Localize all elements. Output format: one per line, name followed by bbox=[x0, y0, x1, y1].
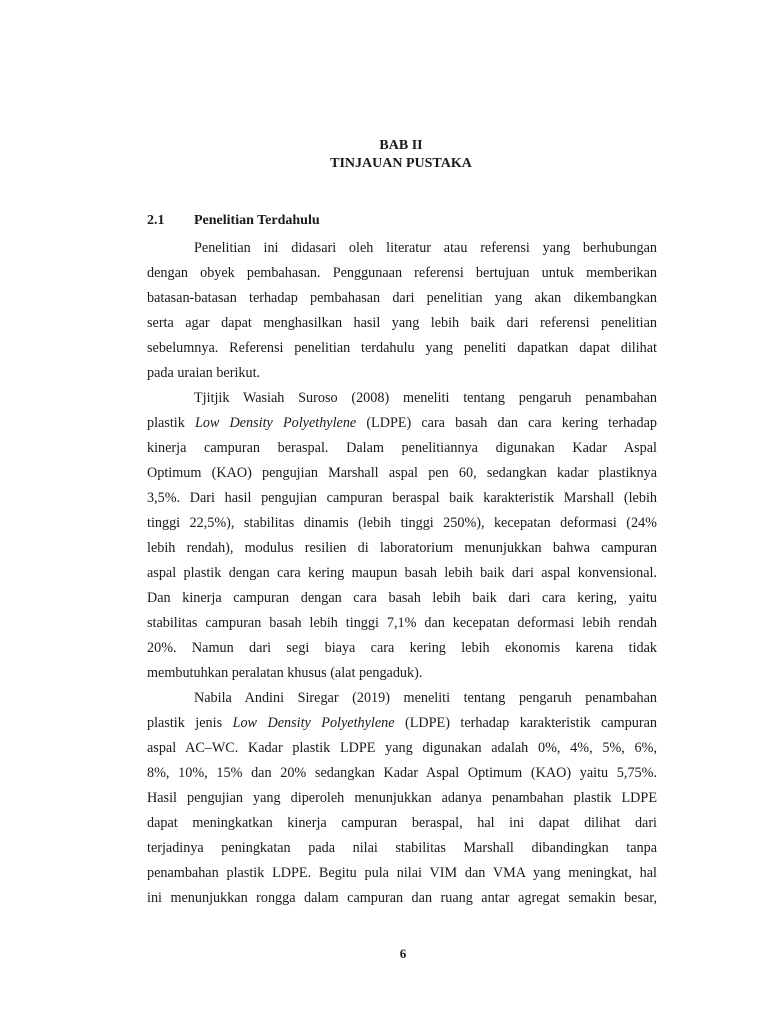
text-line bbox=[147, 439, 657, 457]
line-text: Dan kinerja campuran dengan cara basah lebih baik dari cara kering, yaitu bbox=[147, 590, 657, 606]
line-text: 8%, 10%, 15% dan 20% sedangkan Kadar Aspal Optimum (KAO) yaitu 5,75%. bbox=[147, 765, 657, 781]
line-text: ini menunjukkan rongga dalam campuran dan ruang antar agregat semakin besar, bbox=[147, 890, 657, 906]
line-text: dapat meningkatkan kinerja campuran beraspal, hal ini dapat dilihat dari bbox=[147, 815, 657, 831]
line-text: sebelumnya. Referensi penelitian terdahulu yang peneliti dapatkan dapat dilihat bbox=[147, 340, 657, 356]
section-heading bbox=[147, 212, 320, 230]
text-line bbox=[147, 889, 657, 907]
text-line bbox=[147, 639, 657, 657]
line-text: 20%. Namun dari segi biaya cara kering lebih ekonomis karena tidak bbox=[147, 640, 657, 656]
text-line bbox=[147, 414, 657, 432]
text-line bbox=[147, 464, 657, 482]
text-line bbox=[147, 589, 657, 607]
italic-term: Low Density Polyethylene bbox=[232, 715, 395, 731]
text-line bbox=[147, 489, 657, 507]
italic-term: Low Density Polyethylene bbox=[194, 415, 357, 431]
text-line bbox=[147, 564, 657, 582]
text-line bbox=[194, 389, 657, 407]
text-line bbox=[147, 264, 657, 282]
text-line bbox=[147, 314, 657, 332]
line-text: penambahan plastik LDPE. Begitu pula nilai VIM dan VMA yang meningkat, hal bbox=[147, 865, 657, 881]
text-line bbox=[147, 514, 657, 532]
text-line bbox=[194, 689, 657, 707]
text-line bbox=[147, 539, 657, 557]
text-line bbox=[147, 664, 657, 682]
line-text: plastik bbox=[147, 415, 195, 431]
text-line bbox=[147, 339, 657, 357]
section-number: 2.1 bbox=[147, 213, 165, 228]
line-text: (LDPE) terhadap karakteristik campuran bbox=[394, 715, 657, 731]
line-text: batasan-batasan terhadap pembahasan dari penelitian yang akan dikembangkan bbox=[147, 290, 657, 306]
line-text: Tjitjik Wasiah Suroso (2008) meneliti tentang pengaruh penambahan bbox=[194, 390, 657, 406]
text-line bbox=[147, 289, 657, 307]
section-title: Penelitian Terdahulu bbox=[194, 213, 320, 228]
text-line bbox=[147, 789, 657, 807]
line-text: dengan obyek pembahasan. Penggunaan referensi bertujuan untuk memberikan bbox=[147, 265, 657, 281]
chapter-number: BAB II bbox=[379, 138, 423, 153]
text-line bbox=[147, 739, 657, 757]
chapter-title: TINJAUAN PUSTAKA bbox=[330, 156, 472, 171]
line-text: serta agar dapat menghasilkan hasil yang lebih baik dari referensi penelitian bbox=[147, 315, 657, 331]
line-text: aspal plastik dengan cara kering maupun basah lebih baik dari aspal konvensional. bbox=[147, 565, 657, 581]
line-text: Hasil pengujian yang diperoleh menunjukkan adanya penambahan plastik LDPE bbox=[147, 790, 657, 806]
line-text: stabilitas campuran basah lebih tinggi 7,1% dan kecepatan deformasi lebih rendah bbox=[147, 615, 657, 631]
line-text: plastik jenis bbox=[147, 715, 233, 731]
text-line bbox=[147, 614, 657, 632]
text-line bbox=[194, 239, 657, 257]
text-line bbox=[147, 714, 657, 732]
line-text: 3,5%. Dari hasil pengujian campuran beraspal baik karakteristik Marshall (lebih bbox=[147, 490, 657, 506]
line-text: Nabila Andini Siregar (2019) meneliti tentang pengaruh penambahan bbox=[194, 690, 657, 706]
page-number: 6 bbox=[399, 946, 407, 961]
line-text: pada uraian berikut. bbox=[147, 365, 261, 381]
line-text: terjadinya peningkatan pada nilai stabilitas Marshall dibandingkan tanpa bbox=[147, 840, 657, 856]
line-text: aspal AC–WC. Kadar plastik LDPE yang digunakan adalah 0%, 4%, 5%, 6%, bbox=[147, 740, 657, 756]
text-line bbox=[147, 764, 657, 782]
line-text: lebih rendah), modulus resilien di laboratorium menunjukkan bahwa campuran bbox=[147, 540, 657, 556]
line-text: Optimum (KAO) pengujian Marshall aspal pen 60, sedangkan kadar plastiknya bbox=[147, 465, 657, 481]
line-text: tinggi 22,5%), stabilitas dinamis (lebih tinggi 250%), kecepatan deformasi (24% bbox=[147, 515, 657, 531]
line-text: membutuhkan peralatan khusus (alat pengaduk). bbox=[147, 665, 423, 681]
line-text: kinerja campuran beraspal. Dalam penelitiannya digunakan Kadar Aspal bbox=[147, 440, 657, 456]
text-line bbox=[147, 364, 657, 382]
line-text: Penelitian ini didasari oleh literatur atau referensi yang berhubungan bbox=[194, 240, 657, 256]
line-text: (LDPE) cara basah dan cara kering terhadap bbox=[356, 415, 657, 431]
text-line bbox=[147, 814, 657, 832]
text-line bbox=[147, 864, 657, 882]
text-line bbox=[147, 839, 657, 857]
